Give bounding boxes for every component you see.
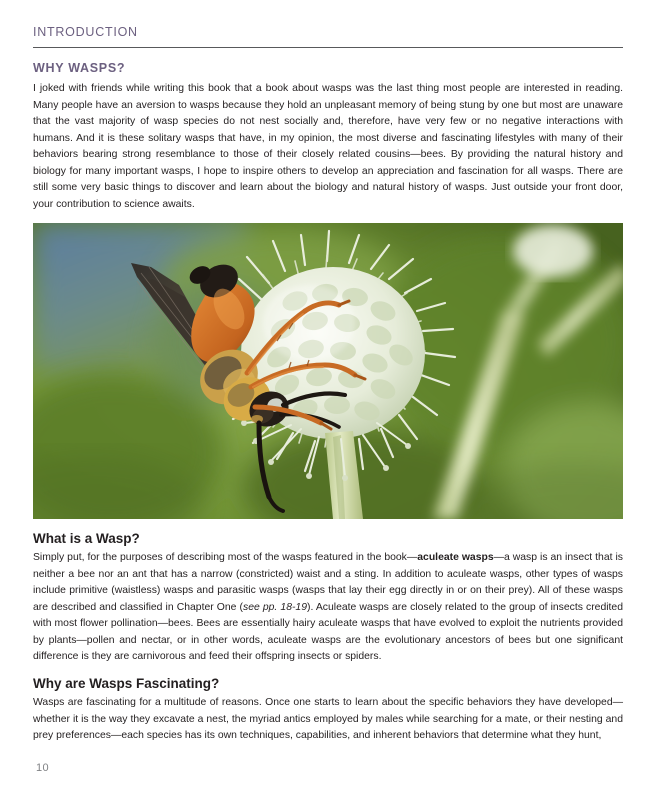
wasp-text-c: —a wasp is an insect that is neither a bee nor an ant that has a narrow (constricted) waist and a sting. In addition to aculeate wasps, other types of wasps include primitive (waistless) wasps and parasitic wasps (wasps that lay their egg directly in or on their prey). All of these wasps are described and classified in Chapter One ( — [33, 552, 623, 613]
paragraph-why-fascinating: Wasps are fascinating for a multitude of reasons. Once one starts to learn about the specific behaviors they have developed—whether it is the way they excavate a nest, the myriad antics employed by males while searching for a mate, or their nesting and prey preferences—each species has its own techniques, capabilities, and inherent behaviors that determine what they hunt, — [33, 697, 623, 741]
section-heading-why-fascinating: Why are Wasps Fascinating? — [33, 675, 220, 691]
wasp-text-a: Simply put, for the purposes of describing most of the wasps featured in the book— — [33, 552, 418, 564]
page-number: 10 — [36, 762, 50, 774]
wasp-photo-illustration — [33, 223, 623, 519]
page-content — [33, 26, 623, 745]
section-spacer — [33, 666, 623, 676]
paragraph-what-is-a-wasp — [33, 550, 623, 666]
wasp-reference-pages: see pp. 18-19 — [243, 601, 307, 613]
header-rule — [33, 47, 623, 48]
running-head: INTRODUCTION — [33, 25, 138, 39]
wasp-term-aculeate: aculeate wasps — [417, 552, 494, 564]
paragraph-why-wasps: I joked with friends while writing this book that a book about wasps was the last thing most people are interested in reading. Many people have an aversion to wasps because they hold an unpleasant memory of being stung by one but most are unaware that the vast majority of wasp species do not nest socially and, therefore, have very few or no negative interactions with humans. And it is these solitary wasps that have, in my opinion, the most diverse and fascinating lifestyles with many of their behaviors bearing strong resemblance to those of their closely related cousins—bees. By providing the natural history and biology for many important wasps, I hope to inspire others to develop an appreciation and fascination for all wasps. There are still some very basic things to discover and learn about the biology and natural history of wasps. Just outside your front door, your contribution to science awaits. — [33, 83, 623, 210]
section-heading-what-is-a-wasp: What is a Wasp? — [33, 531, 140, 547]
wasp-text-e: ). Aculeate wasps are closely related to the group of insects credited with most flower pollination—bees. Bees are essentially hairy aculeate wasps that have evolved to exploit the nutrients provided by plants—pollen and nectar, or in other words, aculeate wasps are the evolutionary ancestors of bees but one significant difference is they are carnivorous and feed their offspring insects or spiders. — [33, 601, 623, 663]
section-heading-why-wasps: WHY WASPS? — [33, 60, 126, 75]
wasp-photograph — [33, 223, 623, 519]
